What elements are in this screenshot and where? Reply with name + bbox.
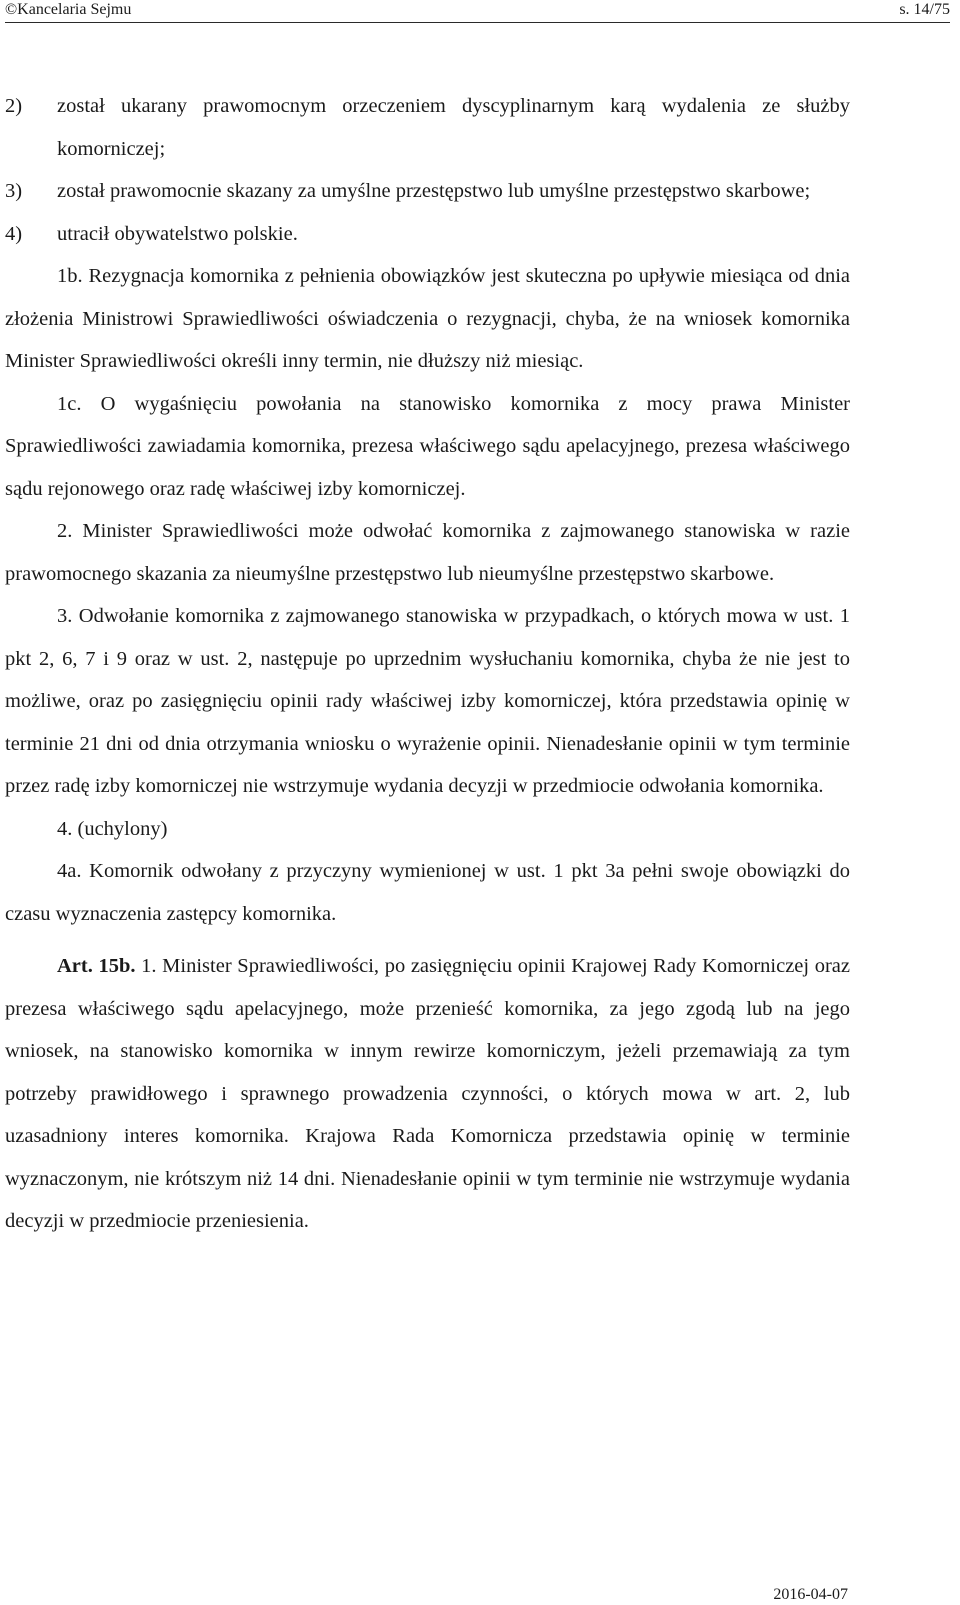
page-header (5, 0, 950, 23)
page-number: s. 14/75 (899, 1, 950, 18)
list-item (5, 213, 850, 256)
paragraph-1b: 1b. Rezygnacja komornika z pełnienia obowiązków jest skuteczna po upływie miesiąca od dnia złożenia Ministrowi Sprawiedliwości oświadczenia o rezygnacji, chyba, że na wniosek komornika Minister Sprawiedliwości określi inny termin, nie dłuższy niż miesiąc. (5, 265, 850, 372)
article-text: 1. Minister Sprawiedliwości, po zasięgnięciu opinii Krajowej Rady Komorniczej oraz prezesa właściwego sądu apelacyjnego, może przenieść komornika, za jego zgodą lub na jego wniosek, na stanowisko komornika w innym rewirze komorniczym, jeżeli przemawiają za tym potrzeby prawidłowego i sprawnego prowadzenia czynności, o których mowa w art. 2, lub uzasadniony interes komornika. Krajowa Rada Komornicza przedstawia opinię w terminie wyznaczonym, nie krótszym niż 14 dni. Nienadesłanie opinii w tym terminie nie wstrzymuje wydania decyzji w przedmiocie przeniesienia. (5, 955, 851, 1232)
list-item-text: został ukarany prawomocnym orzeczeniem dyscyplinarnym karą wydalenia ze służby komorniczej; (57, 95, 850, 160)
article-15b (5, 945, 850, 1243)
paragraph-4: 4. (uchylony) (57, 817, 168, 840)
document-body (5, 85, 850, 1243)
list-item-text: został prawomocnie skazany za umyślne przestępstwo lub umyślne przestępstwo skarbowe; (57, 180, 811, 202)
article-label: Art. 15b. (57, 955, 136, 977)
paragraph-2: 2. Minister Sprawiedliwości może odwołać komornika z zajmowanego stanowiska w razie prawomocnego skazania za nieumyślne przestępstwo lub nieumyślne przestępstwo skarbowe. (5, 520, 850, 585)
list-item (5, 85, 850, 170)
copyright-text: ©Kancelaria Sejmu (5, 1, 132, 18)
list-item-text: utracił obywatelstwo polskie. (57, 222, 298, 245)
list-item (5, 170, 850, 213)
paragraph-1c: 1c. O wygaśnięciu powołania na stanowisko komornika z mocy prawa Minister Sprawiedliwości zawiadamia komornika, prezesa właściwego sądu apelacyjnego, prezesa właściwego sądu rejonowego oraz radę właściwej izby komorniczej. (5, 392, 850, 500)
paragraph-3: 3. Odwołanie komornika z zajmowanego stanowiska w przypadkach, o których mowa w ust. 1 pkt 2, 6, 7 i 9 oraz w ust. 2, następuje po uprzednim wysłuchaniu komornika, chyba że nie jest to możliwe, oraz po zasięgnięciu opinii rady właściwej izby komorniczej, która przedstawia opinię w terminie 21 dni od dnia otrzymania wniosku o wyrażenie opinii. Nienadesłanie opinii w tym terminie przez radę izby komorniczej nie wstrzymuje wydania decyzji w przedmiocie odwołania komornika. (5, 605, 850, 797)
list-item-number: 2) (5, 95, 23, 117)
list-item-number: 3) (5, 180, 23, 202)
footer-date: 2016-04-07 (773, 1586, 848, 1603)
list-item-number: 4) (5, 222, 23, 245)
paragraph-4a: 4a. Komornik odwołany z przyczyny wymienionej w ust. 1 pkt 3a pełni swoje obowiązki do czasu wyznaczenia zastępcy komornika. (5, 860, 850, 925)
